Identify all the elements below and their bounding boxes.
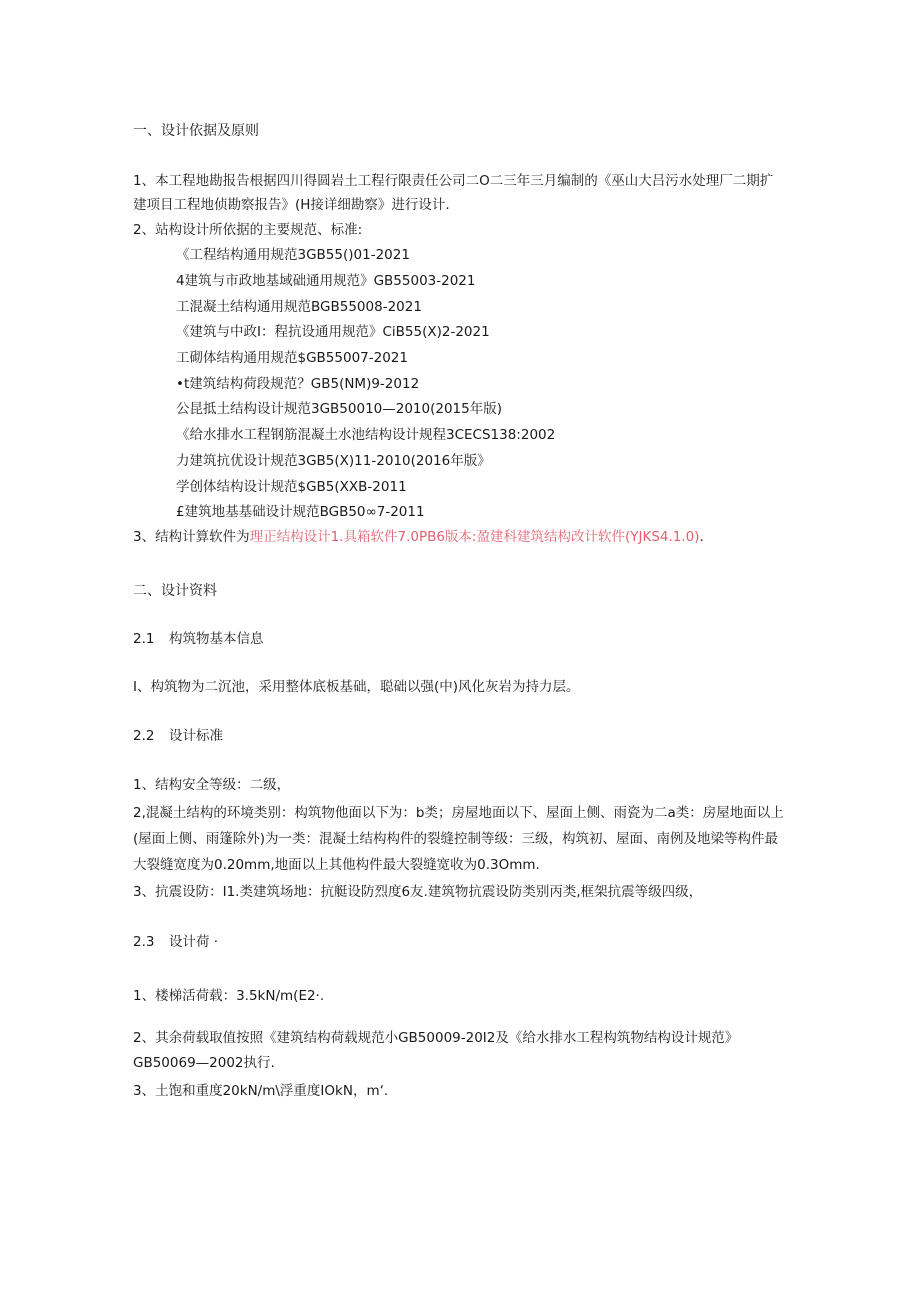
para-2-3-item2-line1: 2、其余荷载取值按照《建筑结构荷载规范小GB50009-20I2及《给水排水工程构筑物结构设计规范》 [133,1030,739,1046]
standard-item: 《建筑与中政I：程抗设通用规范》CiB55(X)2-2021 [176,324,490,340]
standard-item: £建筑地基基础设计规范BGB50∞7-2011 [176,504,425,520]
subsection-title: 设计荷 · [169,934,219,950]
para-2-1: I、构筑物为二沉池，采用整体底板基础，聪础以强(中)风化灰岩为持力层。 [133,679,580,695]
subsection-number: 2.2 [133,728,155,744]
para-2-3-item3: 3、土饱和重度20kN∕m\浮重度IOkN，m‘. [133,1083,389,1099]
standard-item: •t建筑结构荷段规范？GB5(NM)9-2012 [176,376,420,392]
s1-item2: 2、站构设计所依据的主要规范、标准: [133,222,363,238]
standard-item: 《工程结构通用规范3GB55()01-2021 [176,247,410,263]
para-2-2-item2-line1: 2,混凝土结构的环境类别：构筑物他面以下为：b类；房屋地面以下、屋面上侧、雨瓷为二a类：房屋地面以上 [133,805,784,821]
subsection-title: 构筑物基本信息 [169,631,264,647]
standard-item: 公昆抵土结构设计规范3GB50010—2010(2015年版) [176,401,503,417]
subsection-number: 2.1 [133,631,155,647]
para-2-3-item2-line2: GB50069—2002执行. [133,1055,275,1071]
standard-item: 工砌体结构通用规范$GB55007-2021 [176,350,408,366]
subsection-2-1 [133,630,264,648]
standard-item: 力建筑抗优设计规范3GB5(X)11-2010(2016年版》 [176,453,491,469]
s1-item3-suffix: . [699,529,704,545]
s1-item3-software: 理正结构设计1.具箱软件7.0PB6版本:盈建科建筑结构改计软件(YJKS4.1.0) [249,529,700,545]
section-1-title: 一、设计依据及原则 [133,123,259,139]
s1-item1-line2: 建项目工程地侦勘察报告》(H接详细勘察》进行设计. [133,197,450,213]
standard-item: 《给水排水工程钢筋混凝土水池结构设计规程3CECS138:2002 [176,427,556,443]
standard-item: 4建筑与市政地基域础通用规范》GB55003-2021 [176,273,476,289]
subsection-title: 设计标准 [169,728,223,744]
para-2-2-item3: 3、抗震设防：I1.类建筑场地：抗艇设防烈度6友.建筑物抗震设防类别丙类,框架抗震等级四级， [133,884,703,900]
standard-item: 工混凝土结构通用规范BGB55008-2021 [176,299,422,315]
s1-item3 [133,528,704,546]
standard-item: 学创体结构设计规范$GB5(XXB-2011 [176,479,407,495]
s1-item3-prefix: 3、结构计算软件为 [133,529,250,545]
s1-item1-line1: 1、本工程地勘报告根据四川得圆岩土工程行限责任公司二O二三年三月编制的《巫山大吕污水处理厂二期扩 [133,173,774,189]
para-2-2-item2-line3: 大裂缝宽度为0.20mm,地面以上其他构件最大裂缝宽收为0.3Omm. [133,857,540,873]
para-2-2-item2-line2: (屋面上侧、雨篷除外)为一类：混凝土结构构件的裂缝控制等级：三级，构筑初、屋面、南例及地梁等构件最 [133,831,779,847]
subsection-number: 2.3 [133,934,155,950]
subsection-2-3 [133,933,218,951]
subsection-2-2 [133,727,223,745]
para-2-3-item1: 1、楼梯活荷载：3.5kN∕m(E2·. [133,988,325,1004]
para-2-2-item1: 1、结构安全等级：二级， [133,777,291,793]
section-2-title: 二、设计资料 [133,583,217,599]
